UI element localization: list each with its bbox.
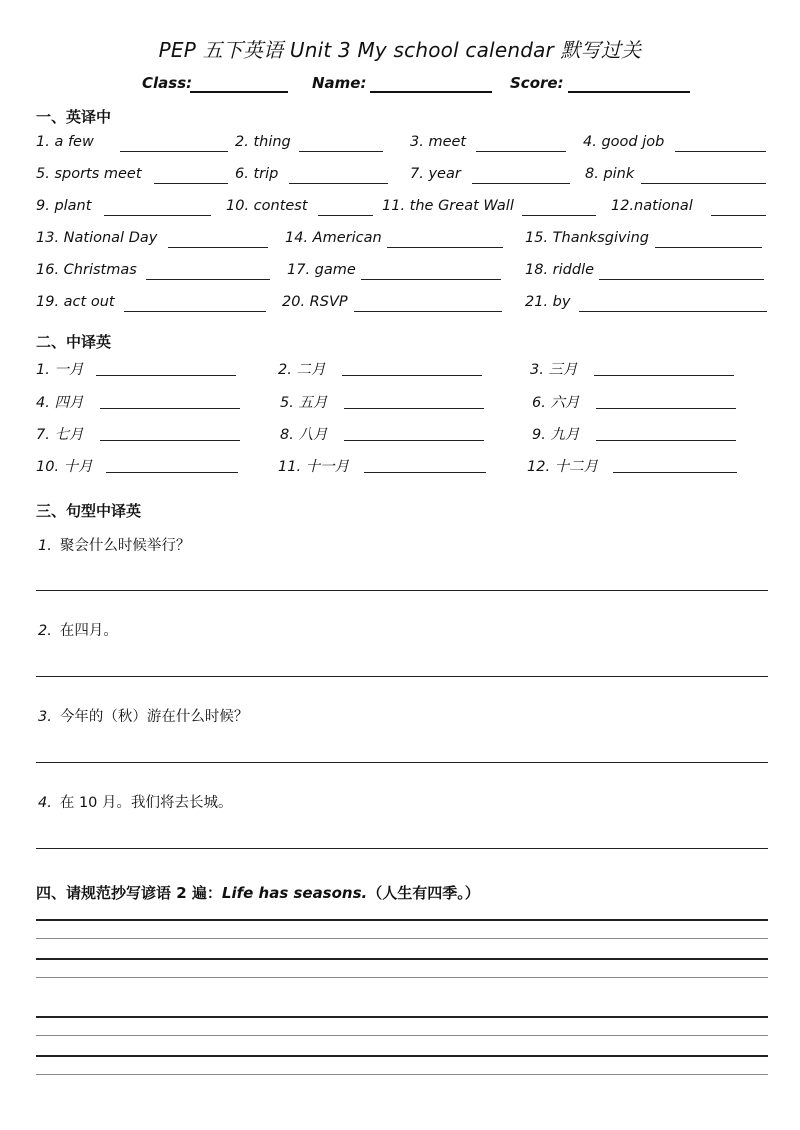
answer-blank[interactable] — [579, 311, 767, 312]
month-item: 3. 三月 — [530, 358, 734, 380]
answer-blank[interactable] — [354, 311, 502, 312]
sentence-question: 2. 在四月。 — [38, 623, 118, 639]
writing-line[interactable] — [36, 919, 768, 921]
writing-guide-line — [36, 938, 768, 939]
month-item: 7. 七月 — [36, 423, 240, 445]
month-item: 6. 六月 — [532, 391, 736, 413]
vocab-item: 1. a few — [36, 134, 228, 156]
month-item: 11. 十一月 — [278, 455, 486, 477]
proverb-text: Life has seasons. — [221, 884, 368, 902]
answer-blank[interactable] — [364, 472, 486, 473]
answer-blank[interactable] — [106, 472, 238, 473]
month-item: 9. 九月 — [532, 423, 736, 445]
vocab-item: 5. sports meet — [36, 166, 228, 188]
answer-blank[interactable] — [146, 279, 270, 280]
month-item: 4. 四月 — [36, 391, 240, 413]
vocab-item: 19. act out — [36, 294, 266, 316]
answer-blank[interactable] — [599, 279, 764, 280]
month-item: 1. 一月 — [36, 358, 236, 380]
vocab-item: 3. meet — [410, 134, 566, 156]
answer-blank[interactable] — [289, 183, 388, 184]
vocab-item: 6. trip — [235, 166, 388, 188]
vocab-item: 21. by — [525, 294, 767, 316]
answer-blank[interactable] — [344, 408, 484, 409]
answer-blank[interactable] — [344, 440, 484, 441]
month-item: 5. 五月 — [280, 391, 484, 413]
answer-blank[interactable] — [522, 215, 596, 216]
answer-blank[interactable] — [100, 408, 240, 409]
answer-blank[interactable] — [154, 183, 228, 184]
answer-blank[interactable] — [120, 151, 228, 152]
name-field[interactable] — [370, 91, 492, 93]
month-item: 10. 十月 — [36, 455, 238, 477]
section-heading-copy-proverb — [36, 882, 480, 903]
answer-line[interactable] — [36, 676, 768, 677]
answer-blank[interactable] — [711, 215, 766, 216]
sentence-question: 1. 聚会什么时候举行？ — [38, 538, 191, 554]
answer-blank[interactable] — [361, 279, 501, 280]
answer-blank[interactable] — [476, 151, 566, 152]
vocab-item: 9. plant — [36, 198, 211, 220]
answer-blank[interactable] — [104, 215, 211, 216]
writing-line[interactable] — [36, 1055, 768, 1057]
copy-instruction: 四、请规范抄写谚语 2 遍： — [36, 884, 222, 902]
answer-blank[interactable] — [124, 311, 266, 312]
section-heading-cn-to-en: 二、中译英 — [36, 333, 112, 351]
vocab-item: 14. American — [285, 230, 503, 252]
class-label: Class: — [142, 74, 193, 92]
vocab-item: 12.national — [611, 198, 766, 220]
vocab-item: 4. good job — [583, 134, 766, 156]
answer-blank[interactable] — [641, 183, 766, 184]
answer-blank[interactable] — [299, 151, 383, 152]
answer-blank[interactable] — [100, 440, 240, 441]
section-heading-sentences: 三、句型中译英 — [36, 502, 142, 520]
vocab-item: 8. pink — [585, 166, 766, 188]
month-item: 2. 二月 — [278, 358, 482, 380]
sentence-question: 3. 今年的（秋）游在什么时候？ — [38, 709, 249, 725]
sentence-question: 4. 在 10 月。我们将去长城。 — [38, 795, 233, 811]
student-info-row — [0, 72, 800, 96]
vocab-item: 17. game — [287, 262, 501, 284]
answer-blank[interactable] — [472, 183, 570, 184]
month-item: 8. 八月 — [280, 423, 484, 445]
answer-blank[interactable] — [594, 375, 734, 376]
score-label: Score: — [510, 74, 564, 92]
name-label: Name: — [312, 74, 367, 92]
answer-blank[interactable] — [675, 151, 766, 152]
vocab-item: 16. Christmas — [36, 262, 270, 284]
answer-blank[interactable] — [96, 375, 236, 376]
vocab-item: 2. thing — [235, 134, 383, 156]
vocab-item: 13. National Day — [36, 230, 268, 252]
answer-blank[interactable] — [613, 472, 737, 473]
answer-blank[interactable] — [342, 375, 482, 376]
vocab-item: 18. riddle — [525, 262, 764, 284]
score-field[interactable] — [568, 91, 690, 93]
vocab-item: 15. Thanksgiving — [525, 230, 762, 252]
writing-guide-line — [36, 1074, 768, 1075]
vocab-item: 10. contest — [226, 198, 373, 220]
writing-line[interactable] — [36, 1016, 768, 1018]
answer-blank[interactable] — [655, 247, 762, 248]
answer-blank[interactable] — [596, 408, 736, 409]
writing-guide-line — [36, 1035, 768, 1036]
vocab-item: 7. year — [410, 166, 570, 188]
answer-line[interactable] — [36, 590, 768, 591]
answer-line[interactable] — [36, 762, 768, 763]
answer-blank[interactable] — [168, 247, 268, 248]
writing-guide-line — [36, 977, 768, 978]
vocab-item: 20. RSVP — [282, 294, 502, 316]
answer-line[interactable] — [36, 848, 768, 849]
answer-blank[interactable] — [387, 247, 503, 248]
answer-blank[interactable] — [596, 440, 736, 441]
month-item: 12. 十二月 — [527, 455, 737, 477]
answer-blank[interactable] — [318, 215, 373, 216]
class-field[interactable] — [190, 91, 288, 93]
proverb-translation: （人生有四季。） — [367, 884, 480, 902]
section-heading-en-to-cn: 一、英译中 — [36, 108, 112, 126]
writing-line[interactable] — [36, 958, 768, 960]
page-title: PEP 五下英语 Unit 3 My school calendar 默写过关 — [158, 38, 642, 62]
vocab-item: 11. the Great Wall — [382, 198, 596, 220]
